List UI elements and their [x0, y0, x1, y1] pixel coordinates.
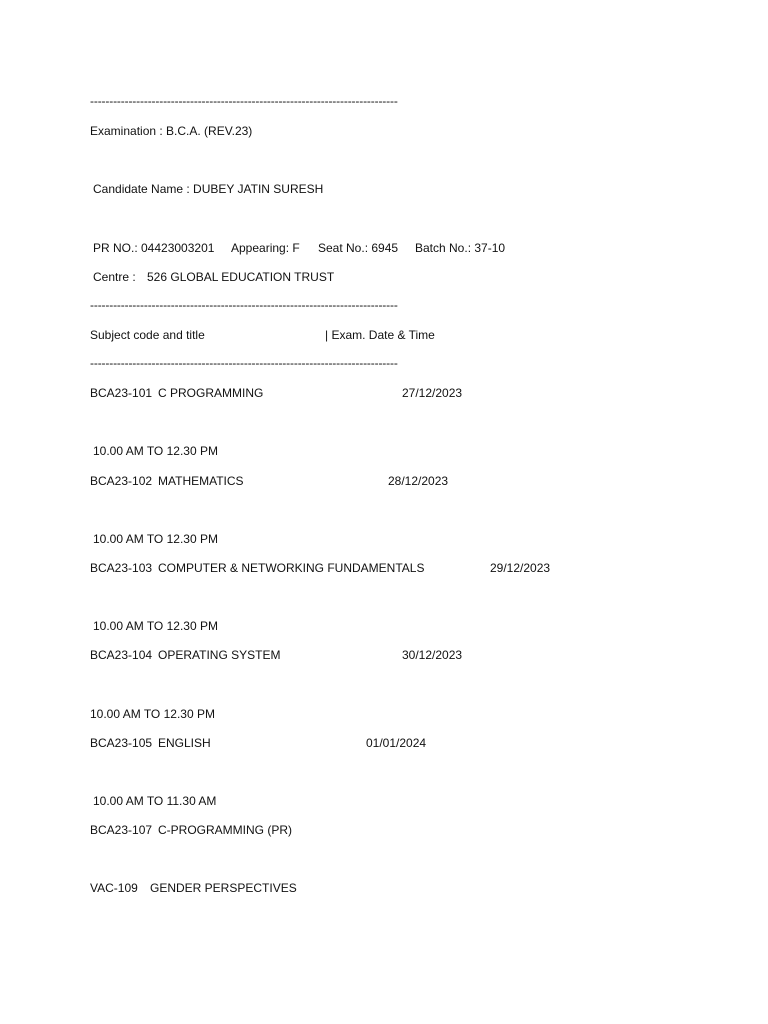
- exam-time: 10.00 AM TO 12.30 PM: [93, 444, 218, 458]
- subject-title: C-PROGRAMMING (PR): [158, 823, 292, 837]
- seat-number: Seat No.: 6945: [318, 241, 399, 255]
- separator-line-top: --------------------------------------------------------------------------------: [90, 94, 398, 108]
- centre-label: Centre :: [93, 270, 136, 284]
- separator-line-header-top: --------------------------------------------------------------------------------: [90, 298, 398, 312]
- exam-date: 27/12/2023: [402, 386, 463, 400]
- exam-date: 28/12/2023: [388, 474, 449, 488]
- subject-code: BCA23-105: [90, 736, 153, 750]
- appearing-status: Appearing: F: [231, 241, 300, 255]
- subject-title: ENGLISH: [158, 736, 211, 750]
- subject-code: BCA23-101: [90, 386, 153, 400]
- subject-title: OPERATING SYSTEM: [158, 648, 281, 662]
- exam-time: 10.00 AM TO 12.30 PM: [93, 532, 218, 546]
- exam-date: 30/12/2023: [402, 648, 463, 662]
- table-header-date-time: | Exam. Date & Time: [325, 328, 435, 342]
- exam-time: 10.00 AM TO 11.30 AM: [93, 794, 217, 808]
- batch-number: Batch No.: 37-10: [415, 241, 506, 255]
- candidate-name-line: Candidate Name : DUBEY JATIN SURESH: [93, 182, 324, 196]
- subject-code: BCA23-104: [90, 648, 153, 662]
- subject-code: BCA23-102: [90, 474, 153, 488]
- exam-time: 10.00 AM TO 12.30 PM: [93, 619, 218, 633]
- exam-date: 01/01/2024: [366, 736, 427, 750]
- subject-title: C PROGRAMMING: [158, 386, 264, 400]
- pr-number: PR NO.: 04423003201: [93, 241, 215, 255]
- exam-time: 10.00 AM TO 12.30 PM: [90, 707, 215, 721]
- examination-line: Examination : B.C.A. (REV.23): [90, 124, 253, 138]
- centre-value: 526 GLOBAL EDUCATION TRUST: [147, 270, 335, 284]
- subject-code: BCA23-103: [90, 561, 153, 575]
- separator-line-header-bottom: --------------------------------------------------------------------------------: [90, 356, 398, 370]
- subject-title: COMPUTER & NETWORKING FUNDAMENTALS: [158, 561, 425, 575]
- subject-title: GENDER PERSPECTIVES: [150, 881, 297, 895]
- subject-title: MATHEMATICS: [158, 474, 244, 488]
- exam-date: 29/12/2023: [490, 561, 551, 575]
- table-header-subject: Subject code and title: [90, 328, 205, 342]
- subject-code: VAC-109: [90, 881, 138, 895]
- subject-code: BCA23-107: [90, 823, 153, 837]
